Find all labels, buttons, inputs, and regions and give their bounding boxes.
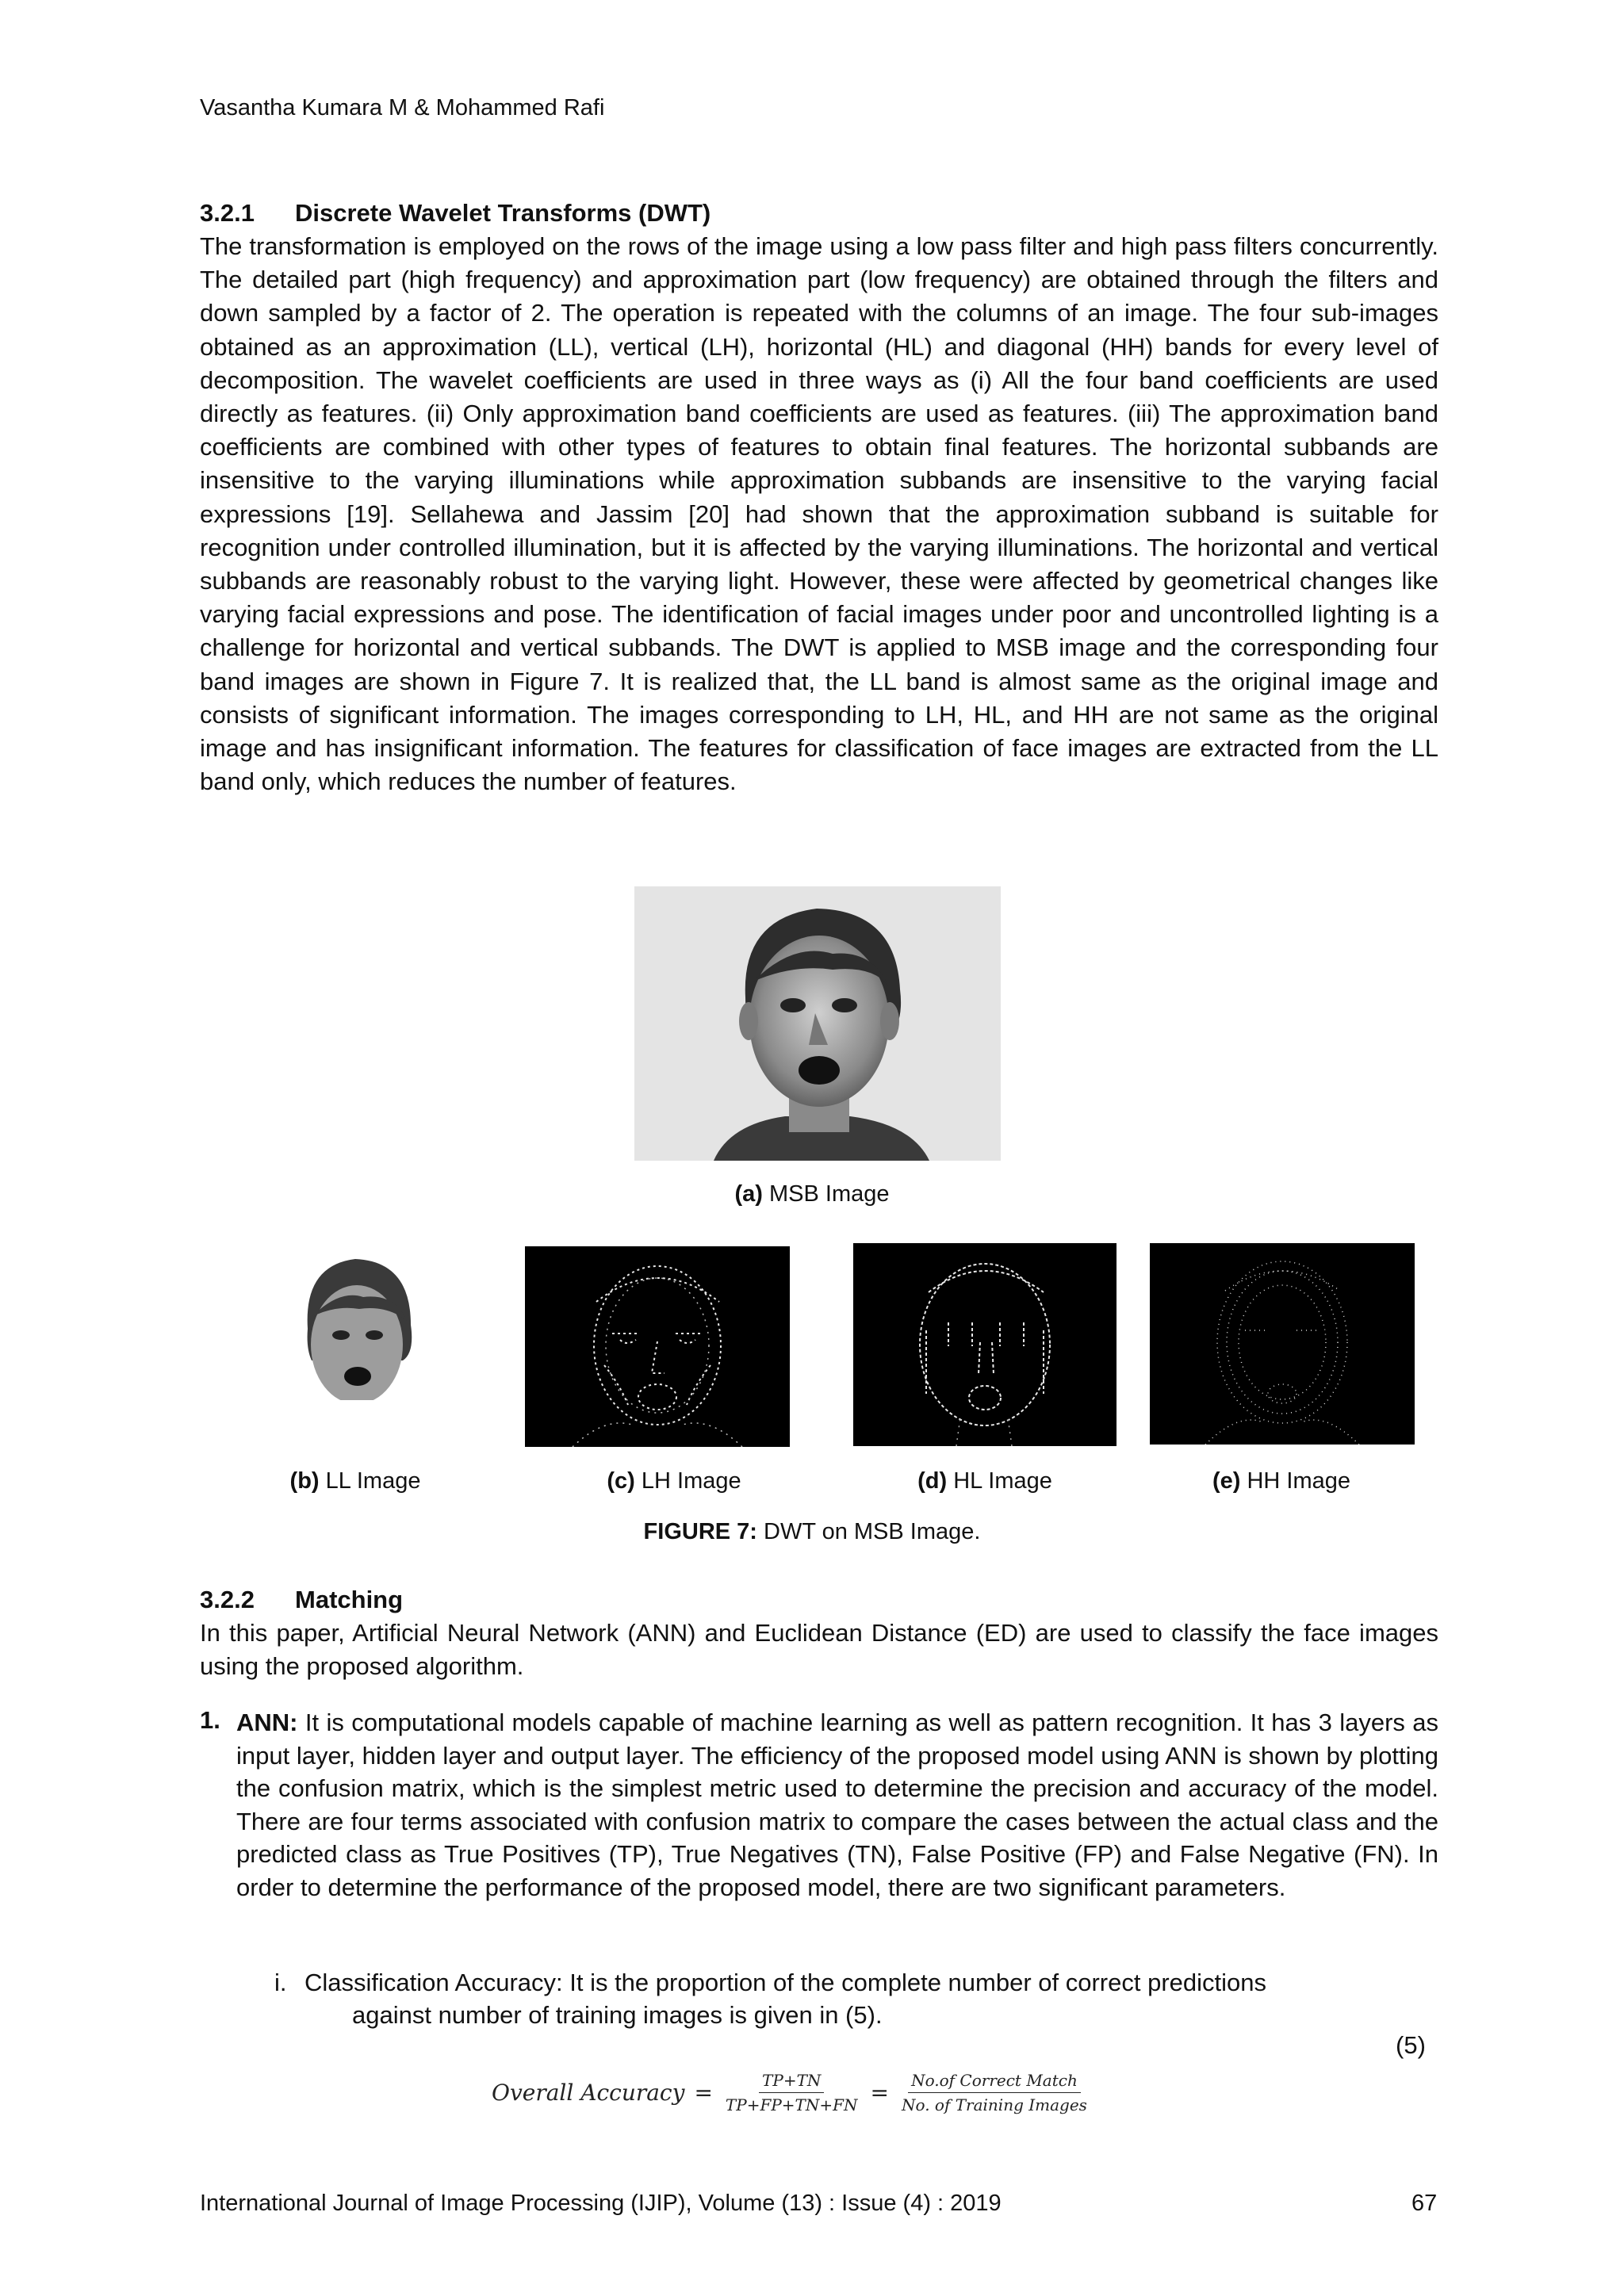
footer-journal: International Journal of Image Processing (IJIP), Volume (13) : Issue (4) : 2019	[200, 2191, 1002, 2216]
section-title: Discrete Wavelet Transforms (DWT)	[295, 199, 711, 227]
fraction-denominator: No. of Training Images	[902, 2095, 1087, 2114]
fraction-denominator: TP+FP+TN+FN	[725, 2095, 858, 2114]
hh-image	[1150, 1243, 1415, 1445]
sub-list-item	[274, 1966, 1432, 2031]
hl-image	[853, 1243, 1116, 1446]
section-number: 3.2.2	[200, 1586, 255, 1613]
running-head: Vasantha Kumara M & Mohammed Rafi	[200, 95, 605, 121]
list-item	[200, 1706, 1438, 1904]
equals-sign: =	[694, 2079, 713, 2106]
caption-b-label: (b)	[289, 1468, 320, 1494]
fraction-numerator: No.of Correct Match	[908, 2068, 1081, 2093]
caption-d	[866, 1468, 1104, 1494]
ll-image	[276, 1249, 435, 1448]
caption-c-label: (c)	[607, 1468, 635, 1494]
section-heading	[200, 1583, 1438, 1617]
caption-a	[0, 1181, 1624, 1207]
sub-list-line-2: against number of training images is given in (5).	[352, 2001, 883, 2029]
caption-a-text: MSB Image	[762, 1181, 890, 1207]
equation	[492, 2063, 1090, 2122]
equals-sign: =	[870, 2079, 889, 2106]
fraction-numerator: TP+TN	[759, 2068, 824, 2093]
fraction-correct-match	[898, 2068, 1090, 2117]
caption-d-text: HL Image	[947, 1468, 1052, 1494]
caption-d-label: (d)	[917, 1468, 948, 1494]
section-heading	[200, 197, 1438, 230]
fraction-tp-tn	[722, 2068, 861, 2117]
section-title: Matching	[295, 1586, 404, 1613]
section-paragraph: In this paper, Artificial Neural Network (ANN) and Euclidean Distance (ED) are used to classify the face images using the proposed algorithm.	[200, 1619, 1438, 1681]
equation-number: (5)	[1396, 2031, 1426, 2059]
section-paragraph: The transformation is employed on the rows of the image using a low pass filter and high pass filters concurrently. The detailed part (high frequency) and approximation part (low frequency) are obtained through the filters and down sampled by a factor of 2. The operation is repeated with the columns of an image. The four sub-images obtained as an approximation (LL), vertical (LH), horizontal (HL) and diagonal (HH) bands for every level of decomposition. The wavelet coefficients are used in three ways as (i) All the four band coefficients are used directly as features. (ii) Only approximation band coefficients are used as features. (iii) The approximation band coefficients are combined with other types of features to obtain final features. The horizontal subbands are insensitive to the varying illuminations while approximation subbands are insensitive to the varying facial expressions [19]. Sellahewa and Jassim [20] had shown that the approximation subband is suitable for recognition under controlled illumination, but it is affected by the varying illuminations. The horizontal and vertical subbands are reasonably robust to the varying light. However, these were affected by geometrical changes like varying facial expressions and pose. The identification of facial images under poor and uncontrolled lighting is a challenge for horizontal and vertical subbands. The DWT is applied to MSB image and the corresponding four band images are shown in Figure 7. It is realized that, the LL band is almost same as the original image and consists of significant information. The images corresponding to LH, HL, and HH are not same as the original image and has insignificant information. The features for classification of face images are extracted from the LL band only, which reduces the number of features.	[200, 232, 1438, 796]
caption-a-label: (a)	[734, 1181, 763, 1207]
caption-e-label: (e)	[1212, 1468, 1241, 1494]
caption-b	[236, 1468, 474, 1494]
list-item-body: It is computational models capable of machine learning as well as pattern recognition. It has 3 layers as input layer, hidden layer and output layer. The efficiency of the proposed model using ANN is shown by plotting the confusion matrix, which is the simplest metric used to determine the precision and accuracy of the model. There are four terms associated with confusion matrix to compare the cases between the actual class and the predicted class as True Positives (TP), True Negatives (TN), False Positive (FP) and False Negative (FN). In order to determine the performance of the proposed model, there are two significant parameters.	[236, 1709, 1438, 1901]
caption-e-text: HH Image	[1240, 1468, 1351, 1494]
list-item-text	[236, 1706, 1438, 1904]
section-number: 3.2.1	[200, 199, 255, 227]
sub-list-line-1: Classification Accuracy: It is the proportion of the complete number of correct predictions	[304, 1969, 1267, 1996]
equation-lhs: Overall Accuracy	[492, 2079, 685, 2106]
figure-caption-text: DWT on MSB Image.	[756, 1519, 981, 1544]
section-3-2-2	[200, 1583, 1438, 1683]
caption-e	[1162, 1468, 1400, 1494]
list-item-term: ANN:	[236, 1709, 298, 1736]
section-3-2-1	[200, 197, 1438, 798]
page-number: 67	[1411, 2191, 1438, 2216]
figure-caption-label: FIGURE 7:	[643, 1519, 757, 1544]
list-marker: 1.	[200, 1706, 220, 1734]
figure-caption	[0, 1519, 1624, 1545]
caption-c-text: LH Image	[634, 1468, 741, 1494]
msb-image	[634, 886, 1001, 1161]
caption-c	[555, 1468, 793, 1494]
caption-b-text: LL Image	[319, 1468, 421, 1494]
sub-list-marker: i.	[274, 1969, 287, 1996]
lh-image	[525, 1246, 790, 1447]
